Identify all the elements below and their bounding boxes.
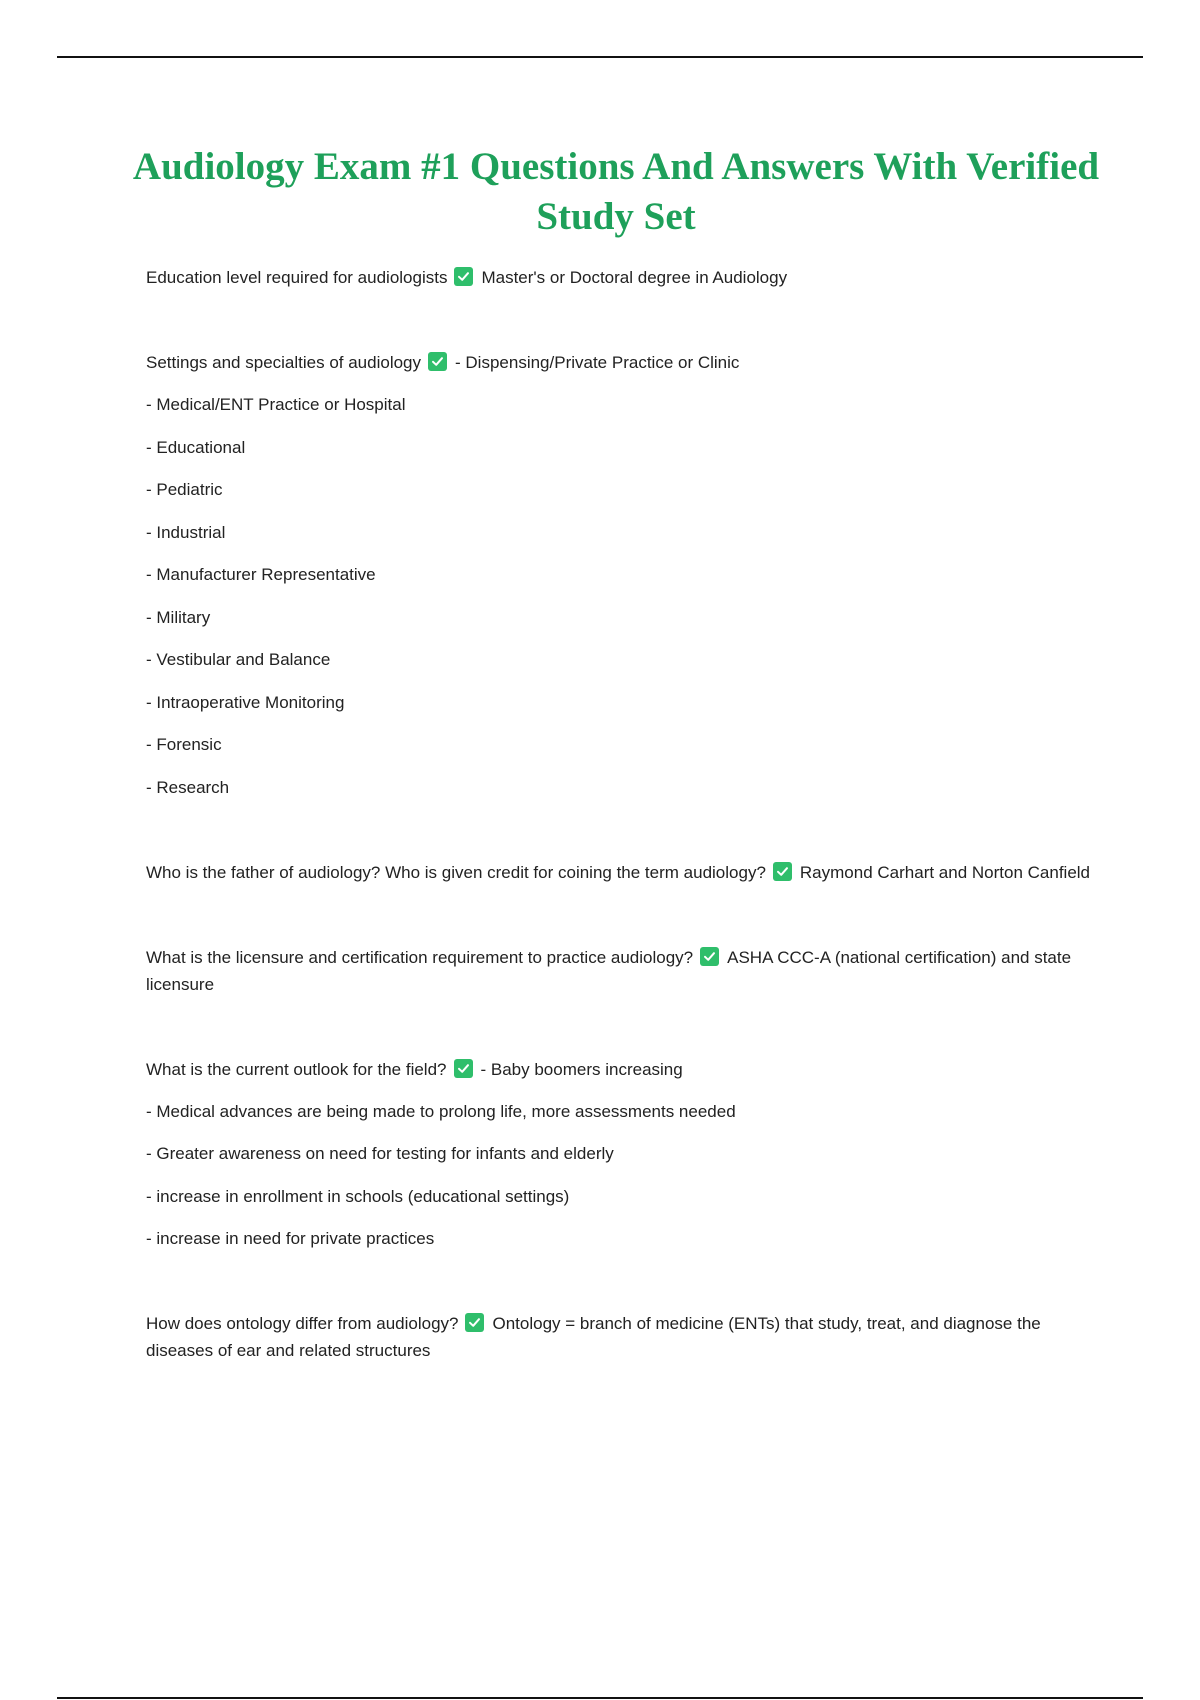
list-item: - Pediatric bbox=[146, 480, 223, 499]
question-text: What is the current outlook for the field? bbox=[146, 1059, 447, 1079]
question-text: What is the licensure and certification requirement to practice audiology? bbox=[146, 947, 694, 967]
list-item: - Industrial bbox=[146, 522, 226, 542]
outlook-list bbox=[146, 1098, 1096, 1253]
answer-text: Ontology = branch of medicine (ENTs) that study, treat, and diagnose the diseases of ear and related structures bbox=[146, 1314, 1041, 1360]
check-box-icon bbox=[454, 1059, 473, 1078]
list-item: - Military bbox=[146, 607, 211, 627]
list-item: - Educational bbox=[146, 437, 246, 457]
document-title: Audiology Exam #1 Questions And Answers With Verified Study Set bbox=[132, 145, 1100, 238]
list-item: - increase in enrollment in schools (educational settings) bbox=[146, 1186, 570, 1206]
question-text: How does ontology differ from audiology? bbox=[146, 1314, 459, 1333]
check-box-icon bbox=[454, 267, 473, 286]
answer-text: - Baby boomers increasing bbox=[480, 1059, 683, 1079]
list-item: - increase in need for private practices bbox=[146, 1229, 435, 1248]
qa-item-ontology bbox=[146, 1310, 1096, 1364]
qa-item-outlook bbox=[146, 1056, 1096, 1083]
list-item: - Medical/ENT Practice or Hospital bbox=[146, 395, 406, 414]
answer-text: - Dispensing/Private Practice or Clinic bbox=[455, 353, 740, 372]
list-item: - Greater awareness on need for testing for infants and elderly bbox=[146, 1144, 614, 1163]
qa-item-licensure bbox=[146, 944, 1096, 998]
question-text: Education level required for audiologists bbox=[146, 268, 448, 287]
question-text: Who is the father of audiology? Who is given credit for coining the term audiology? bbox=[146, 862, 766, 882]
answer-text: Raymond Carhart and Norton Canfield bbox=[799, 862, 1091, 882]
list-item: - Research bbox=[146, 777, 230, 797]
qa-item-father bbox=[146, 859, 1096, 886]
check-box-icon bbox=[700, 947, 719, 966]
check-box-icon bbox=[773, 862, 792, 881]
list-item: - Vestibular and Balance bbox=[146, 650, 331, 669]
header-rule bbox=[57, 56, 1143, 58]
qa-content bbox=[146, 264, 1096, 1364]
answer-text: ASHA CCC-A (national certification) and state licensure bbox=[146, 947, 1072, 994]
qa-item-settings bbox=[146, 349, 1096, 376]
qa-item-education bbox=[146, 264, 1096, 291]
list-item: - Medical advances are being made to prolong life, more assessments needed bbox=[146, 1101, 736, 1121]
settings-list bbox=[146, 391, 1096, 801]
question-text: Settings and specialties of audiology bbox=[146, 353, 422, 372]
check-box-icon bbox=[465, 1313, 484, 1332]
footer-rule bbox=[57, 1697, 1143, 1699]
list-item: - Intraoperative Monitoring bbox=[146, 692, 345, 712]
answer-text: Master's or Doctoral degree in Audiology bbox=[481, 268, 788, 287]
check-box-icon bbox=[428, 352, 447, 371]
list-item: - Forensic bbox=[146, 735, 222, 754]
list-item: - Manufacturer Representative bbox=[146, 565, 376, 584]
